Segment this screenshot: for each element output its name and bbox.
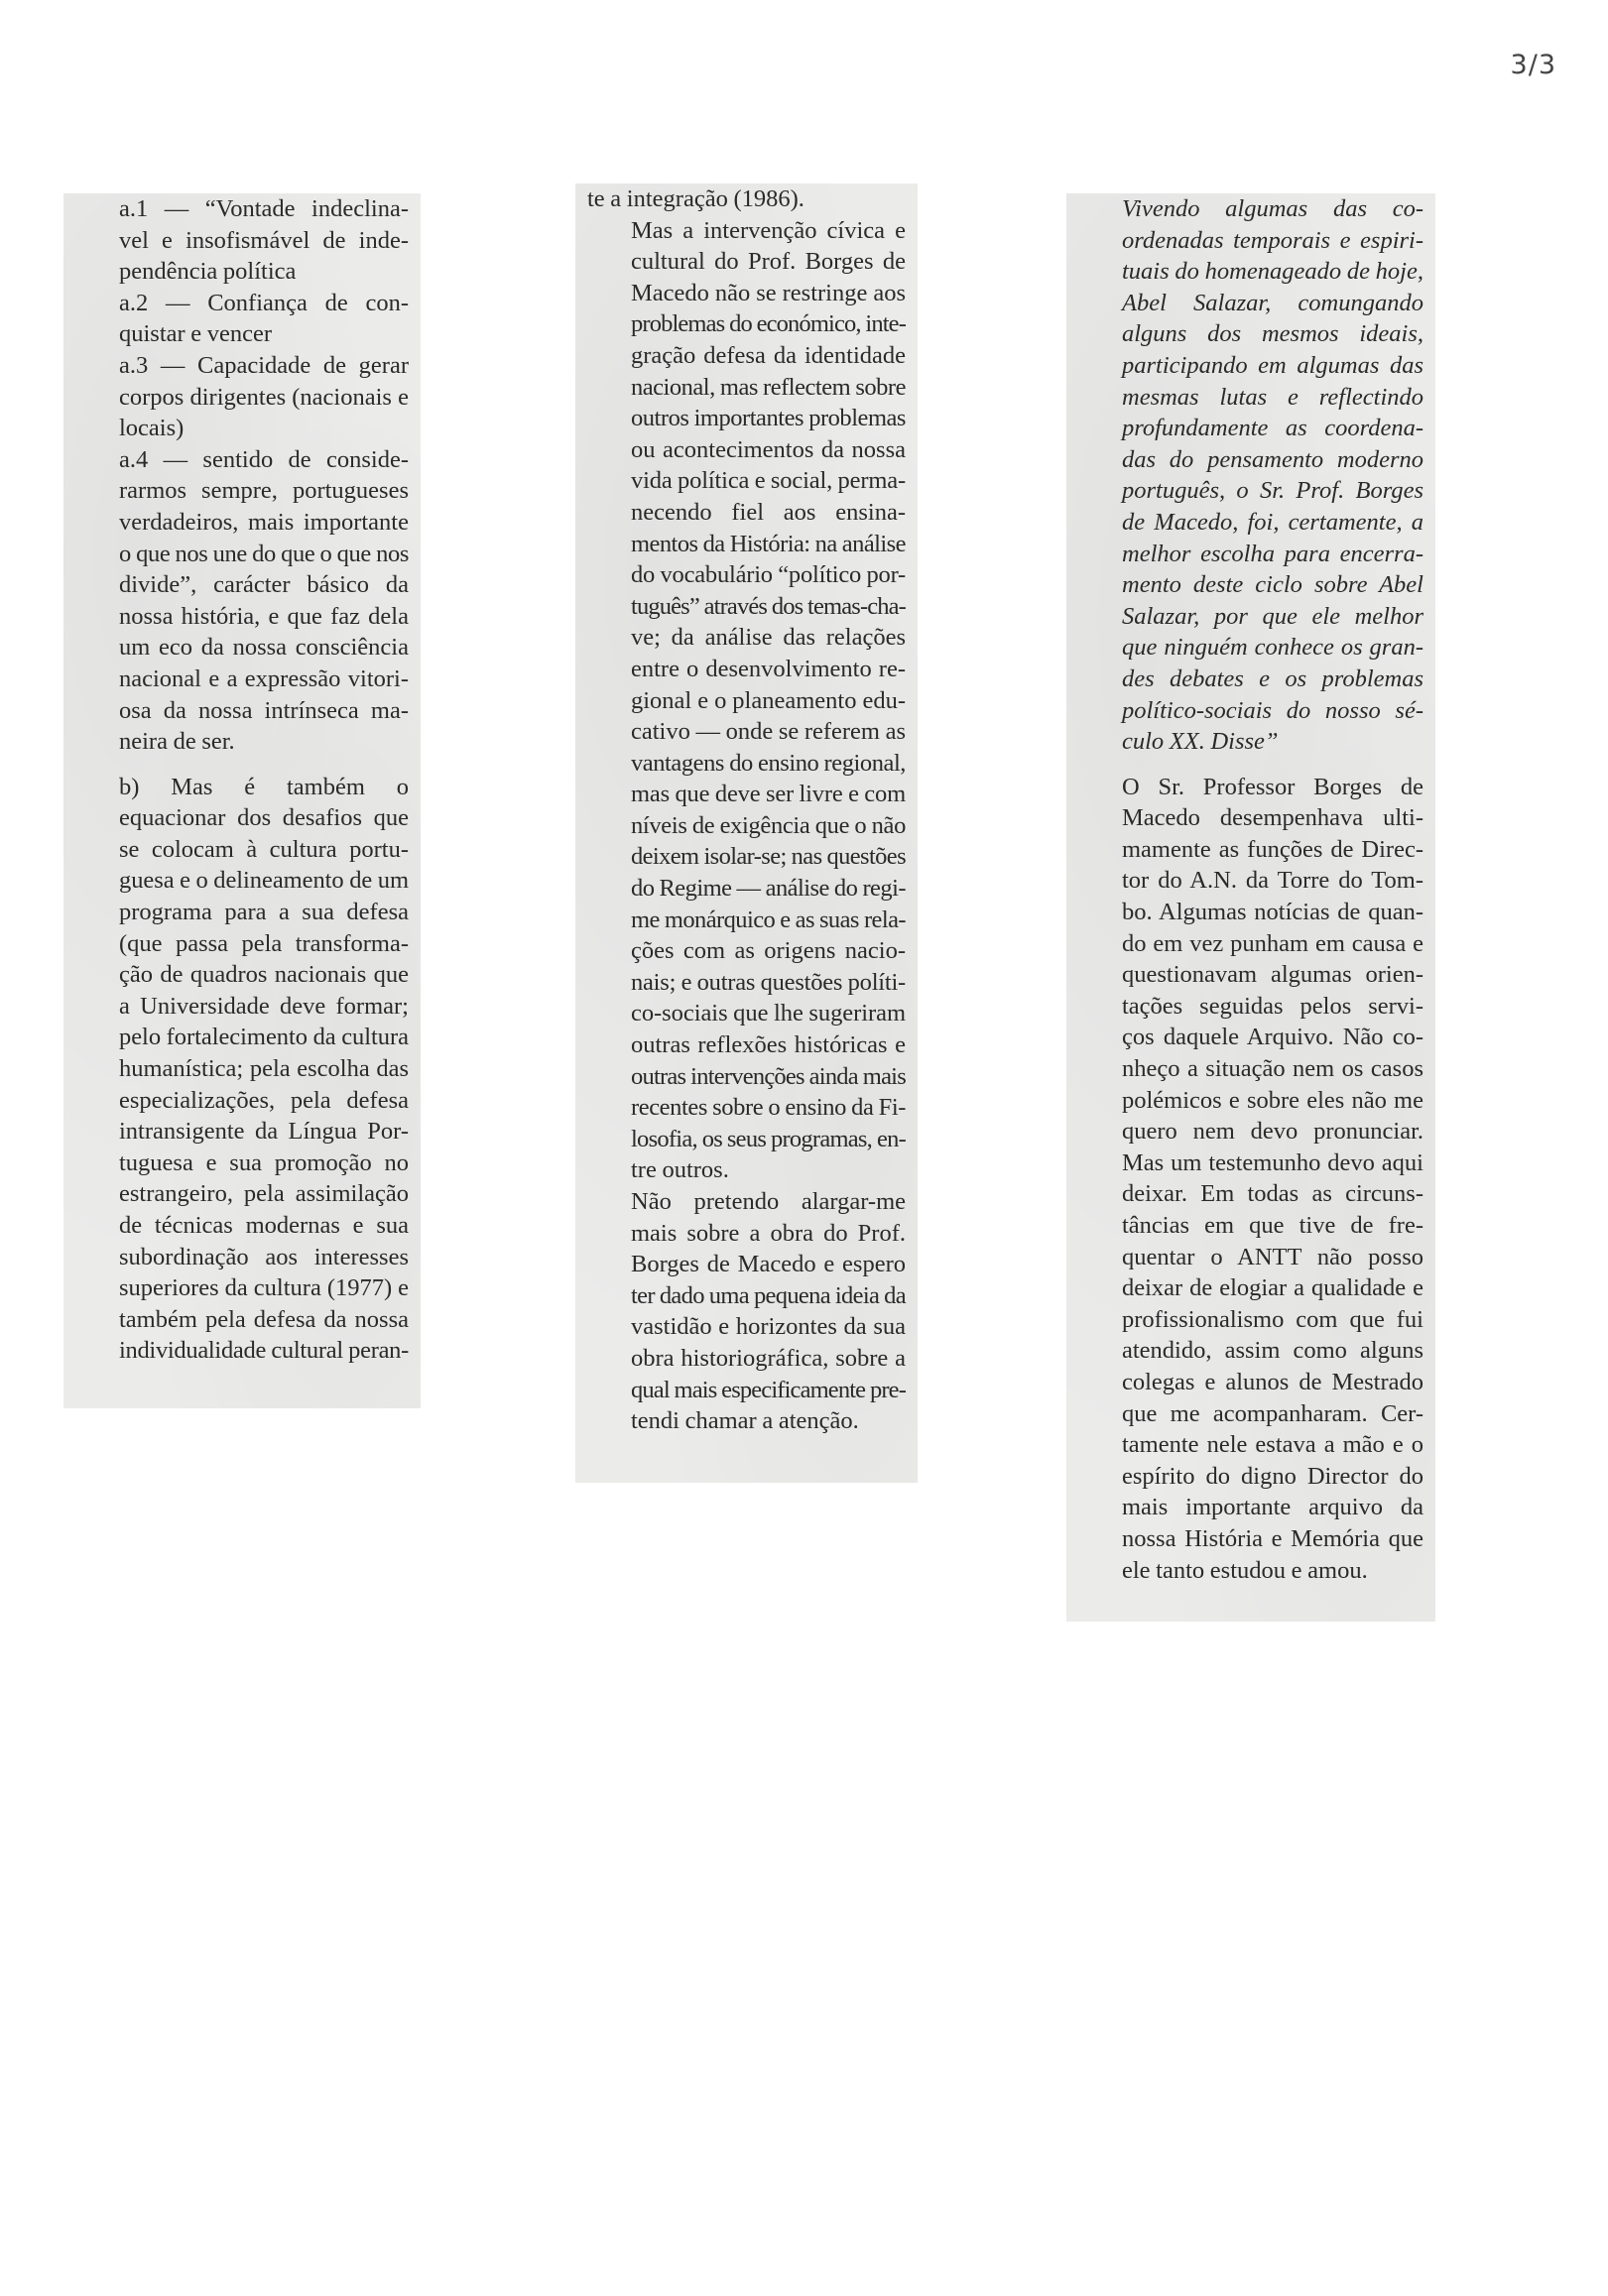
text-line: (que passa pela transforma-	[119, 929, 409, 957]
text-line: melhor escolha para encerra-	[1122, 540, 1423, 567]
text-line: especializações, pela defesa	[119, 1086, 409, 1114]
text-line: do vocabulário “político por-	[631, 561, 906, 589]
text-line: equacionar dos desafios que	[119, 804, 409, 832]
text-line: polémicos e sobre eles não me	[1122, 1086, 1423, 1114]
text-line: questionavam algumas orien-	[1122, 961, 1423, 989]
paragraph	[1078, 193, 1423, 758]
text-line: um eco da nossa consciência	[119, 634, 409, 662]
text-line: ele tanto estudou e amou.	[1122, 1556, 1368, 1584]
text-line: mais importante arquivo da	[1122, 1494, 1423, 1521]
text-line: tações seguidas pelos servi-	[1122, 992, 1423, 1020]
text-line: a.4 — sentido de conside-	[119, 445, 409, 473]
text-line: culo XX. Disse”	[1122, 728, 1279, 756]
text-line: gional e o planeamento edu-	[631, 686, 906, 714]
text-line: ção de quadros nacionais que	[119, 961, 409, 989]
text-line: neira de ser.	[119, 728, 235, 756]
text-line: Macedo não se restringe aos	[631, 279, 906, 306]
text-line: que me acompanharam. Cer-	[1122, 1399, 1423, 1427]
text-line: tuguesa e sua promoção no	[119, 1148, 409, 1176]
text-line: co-sociais que lhe sugeriram	[631, 1000, 906, 1027]
text-line: tuguês” através dos temas-cha-	[631, 592, 906, 620]
text-line: deixar. Em todas as circuns-	[1122, 1180, 1423, 1208]
text-line: tor do A.N. da Torre do Tom-	[1122, 867, 1423, 895]
text-line: intransigente da Língua Por-	[119, 1118, 409, 1146]
text-line: corpos dirigentes (nacionais e	[119, 383, 409, 411]
text-line: de técnicas modernas e sua	[119, 1212, 409, 1239]
text-line: mento deste ciclo sobre Abel	[1122, 571, 1423, 599]
text-line: problemas do económico, inte-	[631, 310, 906, 338]
text-line: tuais do homenageado de hoje,	[1122, 258, 1423, 286]
text-line: ços daquele Arquivo. Não co-	[1122, 1024, 1423, 1051]
text-line: quero nem devo pronunciar.	[1122, 1118, 1423, 1146]
text-line: do em vez punham em causa e	[1122, 929, 1423, 957]
text-line: vida política e social, perma-	[631, 467, 906, 495]
text-line: programa para a sua defesa	[119, 899, 409, 926]
paragraph	[75, 193, 409, 288]
text-line: O Sr. Professor Borges de	[1122, 773, 1423, 800]
text-line: quistar e vencer	[119, 320, 273, 348]
article-column-1	[63, 193, 421, 1408]
text-line: outras reflexões históricas e	[631, 1031, 906, 1059]
text-line: outros importantes problemas	[631, 405, 906, 432]
text-line: participando em algumas das	[1122, 351, 1423, 379]
text-line: guesa e o delineamento de um	[119, 867, 409, 895]
paragraph	[75, 444, 409, 758]
text-line: profissionalismo com que fui	[1122, 1305, 1423, 1333]
text-line: o que nos une do que o que nos	[119, 540, 409, 567]
text-line: que ninguém conhece os gran-	[1122, 634, 1423, 662]
text-line: colegas e alunos de Mestrado	[1122, 1368, 1423, 1395]
text-line: cativo — onde se referem as	[631, 718, 906, 746]
text-line: Borges de Macedo e espero	[631, 1251, 906, 1278]
text-line: nossa História e Memória que	[1122, 1524, 1423, 1552]
text-line: subordinação aos interesses	[119, 1243, 409, 1270]
text-line: Salazar, por que ele melhor	[1122, 602, 1423, 630]
text-line: tre outros.	[631, 1156, 729, 1184]
text-line: nacional, mas reflectem sobre	[631, 373, 906, 401]
text-line: mentos da História: na análise	[631, 530, 906, 557]
text-line: tâncias em que tive de fre-	[1122, 1212, 1423, 1239]
text-line: verdadeiros, mais importante	[119, 508, 409, 536]
text-line: des debates e os problemas	[1122, 665, 1423, 692]
paragraph	[587, 183, 906, 215]
text-line: espírito do digno Director do	[1122, 1462, 1423, 1490]
text-line: Mas um testemunho devo aqui	[1122, 1148, 1423, 1176]
text-line: nheço a situação nem os casos	[1122, 1055, 1423, 1083]
text-line: ções com as origens nacio-	[631, 937, 906, 965]
text-line: pendência política	[119, 258, 297, 286]
text-line: osa da nossa intrínseca ma-	[119, 696, 409, 724]
text-line: profundamente as coordena-	[1122, 415, 1423, 442]
text-line: vel e insofismável de inde-	[119, 226, 409, 254]
text-line: b) Mas é também o	[119, 773, 409, 800]
text-line: atendido, assim como alguns	[1122, 1337, 1423, 1365]
text-line: Abel Salazar, comungando	[1122, 289, 1423, 316]
text-line: mais sobre a obra do Prof.	[631, 1219, 906, 1247]
paragraph	[75, 288, 409, 350]
text-line: ve; da análise das relações	[631, 624, 906, 652]
text-line: nacional e a expressão vitori-	[119, 665, 409, 692]
text-line: entre o desenvolvimento re-	[631, 655, 906, 682]
paragraph	[587, 1186, 906, 1437]
text-line: pelo fortalecimento da cultura	[119, 1024, 409, 1051]
text-line: níveis de exigência que o não	[631, 811, 906, 839]
text-line: mesmas lutas e reflectindo	[1122, 383, 1423, 411]
page-number: 3/3	[1510, 50, 1556, 80]
text-line: superiores da cultura (1977) e	[119, 1274, 409, 1302]
text-line: nossa história, e que faz dela	[119, 602, 409, 630]
text-line: locais)	[119, 415, 185, 442]
text-line: deixem isolar-se; nas questões	[631, 843, 906, 871]
text-line: também pela defesa da nossa	[119, 1305, 409, 1333]
text-line: político-sociais do nosso sé-	[1122, 696, 1423, 724]
article-column-3	[1066, 193, 1435, 1622]
text-line: deixar de elogiar a qualidade e	[1122, 1274, 1423, 1302]
text-line: a Universidade deve formar;	[119, 992, 409, 1020]
text-line: português, o Sr. Prof. Borges	[1122, 477, 1423, 505]
text-line: ter dado uma pequena ideia da	[631, 1281, 906, 1309]
text-line: outras intervenções ainda mais	[631, 1062, 906, 1090]
text-line: Mas a intervenção cívica e	[631, 216, 906, 244]
text-line: bo. Algumas notícias de quan-	[1122, 899, 1423, 926]
text-line: das do pensamento moderno	[1122, 445, 1423, 473]
text-line: me monárquico e as suas rela-	[631, 906, 906, 933]
text-line: te a integração (1986).	[587, 185, 804, 212]
text-line: tamente nele estava a mão e o	[1122, 1431, 1423, 1459]
text-line: ou acontecimentos da nossa	[631, 435, 906, 463]
text-line: cultural do Prof. Borges de	[631, 248, 906, 276]
text-line: a.1 — “Vontade indeclina-	[119, 195, 409, 222]
text-line: nais; e outras questões políti-	[631, 968, 906, 996]
text-line: quentar o ANTT não posso	[1122, 1243, 1423, 1270]
text-line: rarmos sempre, portugueses	[119, 477, 409, 505]
text-line: necendo fiel aos ensina-	[631, 498, 906, 526]
text-line: qual mais especificamente pre-	[631, 1376, 906, 1403]
paragraph	[1078, 772, 1423, 1586]
text-line: do Regime — análise do regi-	[631, 875, 906, 903]
text-line: gração defesa da identidade	[631, 341, 906, 369]
text-line: recentes sobre o ensino da Fi-	[631, 1094, 906, 1122]
text-line: de Macedo, foi, certamente, a	[1122, 508, 1423, 536]
text-line: ordenadas temporais e espiri-	[1122, 226, 1423, 254]
text-line: losofia, os seus programas, en-	[631, 1125, 906, 1152]
text-line: a.2 — Confiança de con-	[119, 289, 409, 316]
text-line: obra historiográfica, sobre a	[631, 1344, 906, 1372]
text-line: individualidade cultural peran-	[119, 1337, 409, 1365]
text-line: a.3 — Capacidade de gerar	[119, 351, 409, 379]
text-line: Macedo desempenhava ulti-	[1122, 804, 1423, 832]
text-line: vastidão e horizontes da sua	[631, 1313, 906, 1341]
text-line: vantagens do ensino regional,	[631, 749, 906, 777]
text-line: mas que deve ser livre e com	[631, 781, 906, 808]
text-line: humanística; pela escolha das	[119, 1055, 409, 1083]
article-column-2	[575, 183, 918, 1483]
text-line: mamente as funções de Direc-	[1122, 835, 1423, 863]
text-line: Vivendo algumas das co-	[1122, 195, 1423, 222]
text-line: Não pretendo alargar-me	[631, 1188, 906, 1215]
text-line: divide”, carácter básico da	[119, 571, 409, 599]
paragraph	[75, 772, 409, 1367]
text-line: alguns dos mesmos ideais,	[1122, 320, 1423, 348]
paragraph	[587, 215, 906, 1186]
text-line: tendi chamar a atenção.	[631, 1407, 859, 1435]
text-line: se colocam à cultura portu-	[119, 835, 409, 863]
paragraph	[75, 350, 409, 444]
text-line: estrangeiro, pela assimilação	[119, 1180, 409, 1208]
